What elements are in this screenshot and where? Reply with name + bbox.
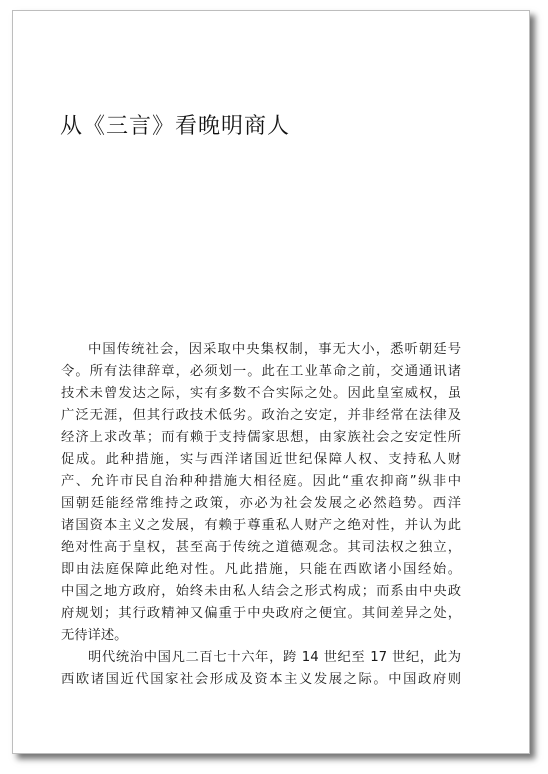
text-line: 中国传统社会，因采取中央集权制，事无大小，悉听朝廷号	[88, 342, 461, 357]
text-line: 西欧诸国近代国家社会形成及资本主义发展之际。中国政府则	[61, 672, 461, 687]
body-text	[61, 339, 461, 691]
text-line: 经济上求改革；而有赖于支持儒家思想，由家族社会之安定性所	[61, 430, 461, 445]
paragraph-2	[61, 647, 461, 691]
text-line: 中国之地方政府，始终未由私人结会之形式构成；而系由中央政	[61, 584, 461, 599]
text-line: 府规划；其行政精神又偏重于中央政府之便宜。其间差异之处，	[61, 606, 461, 621]
text-line: 诸国资本主义之发展，有赖于尊重私人财产之绝对性，并认为此	[61, 518, 461, 533]
text-line: 即由法庭保障此绝对性。凡此措施，只能在西欧诸小国经始。	[61, 562, 461, 577]
text-line: 技术未曾发达之际，实有多数不合实际之处。因此皇室威权，虽	[61, 386, 461, 401]
text-line: 无待详述。	[61, 628, 128, 643]
book-page	[12, 10, 530, 754]
text-line: 产、允许市民自治种种措施大相径庭。因此“重农抑商”纵非中	[61, 474, 461, 489]
text-line: 绝对性高于皇权，甚至高于传统之道德观念。其司法权之独立，	[61, 540, 461, 555]
paragraph-1	[61, 339, 461, 647]
chapter-title: 从《三言》看晚明商人	[60, 114, 291, 139]
text-line: 明代统治中国凡二百七十六年，跨 14 世纪至 17 世纪，此为	[88, 650, 461, 665]
text-line: 广泛无涯，但其行政技术低劣。政治之安定，并非经常在法律及	[61, 408, 461, 423]
text-line: 促成。此种措施，实与西洋诸国近世纪保障人权、支持私人财	[61, 452, 461, 467]
text-line: 国朝廷能经常维持之政策，亦必为社会发展之必然趋势。西洋	[61, 496, 461, 511]
text-line: 令。所有法律辞章，必须划一。此在工业革命之前，交通通讯诸	[61, 364, 461, 379]
